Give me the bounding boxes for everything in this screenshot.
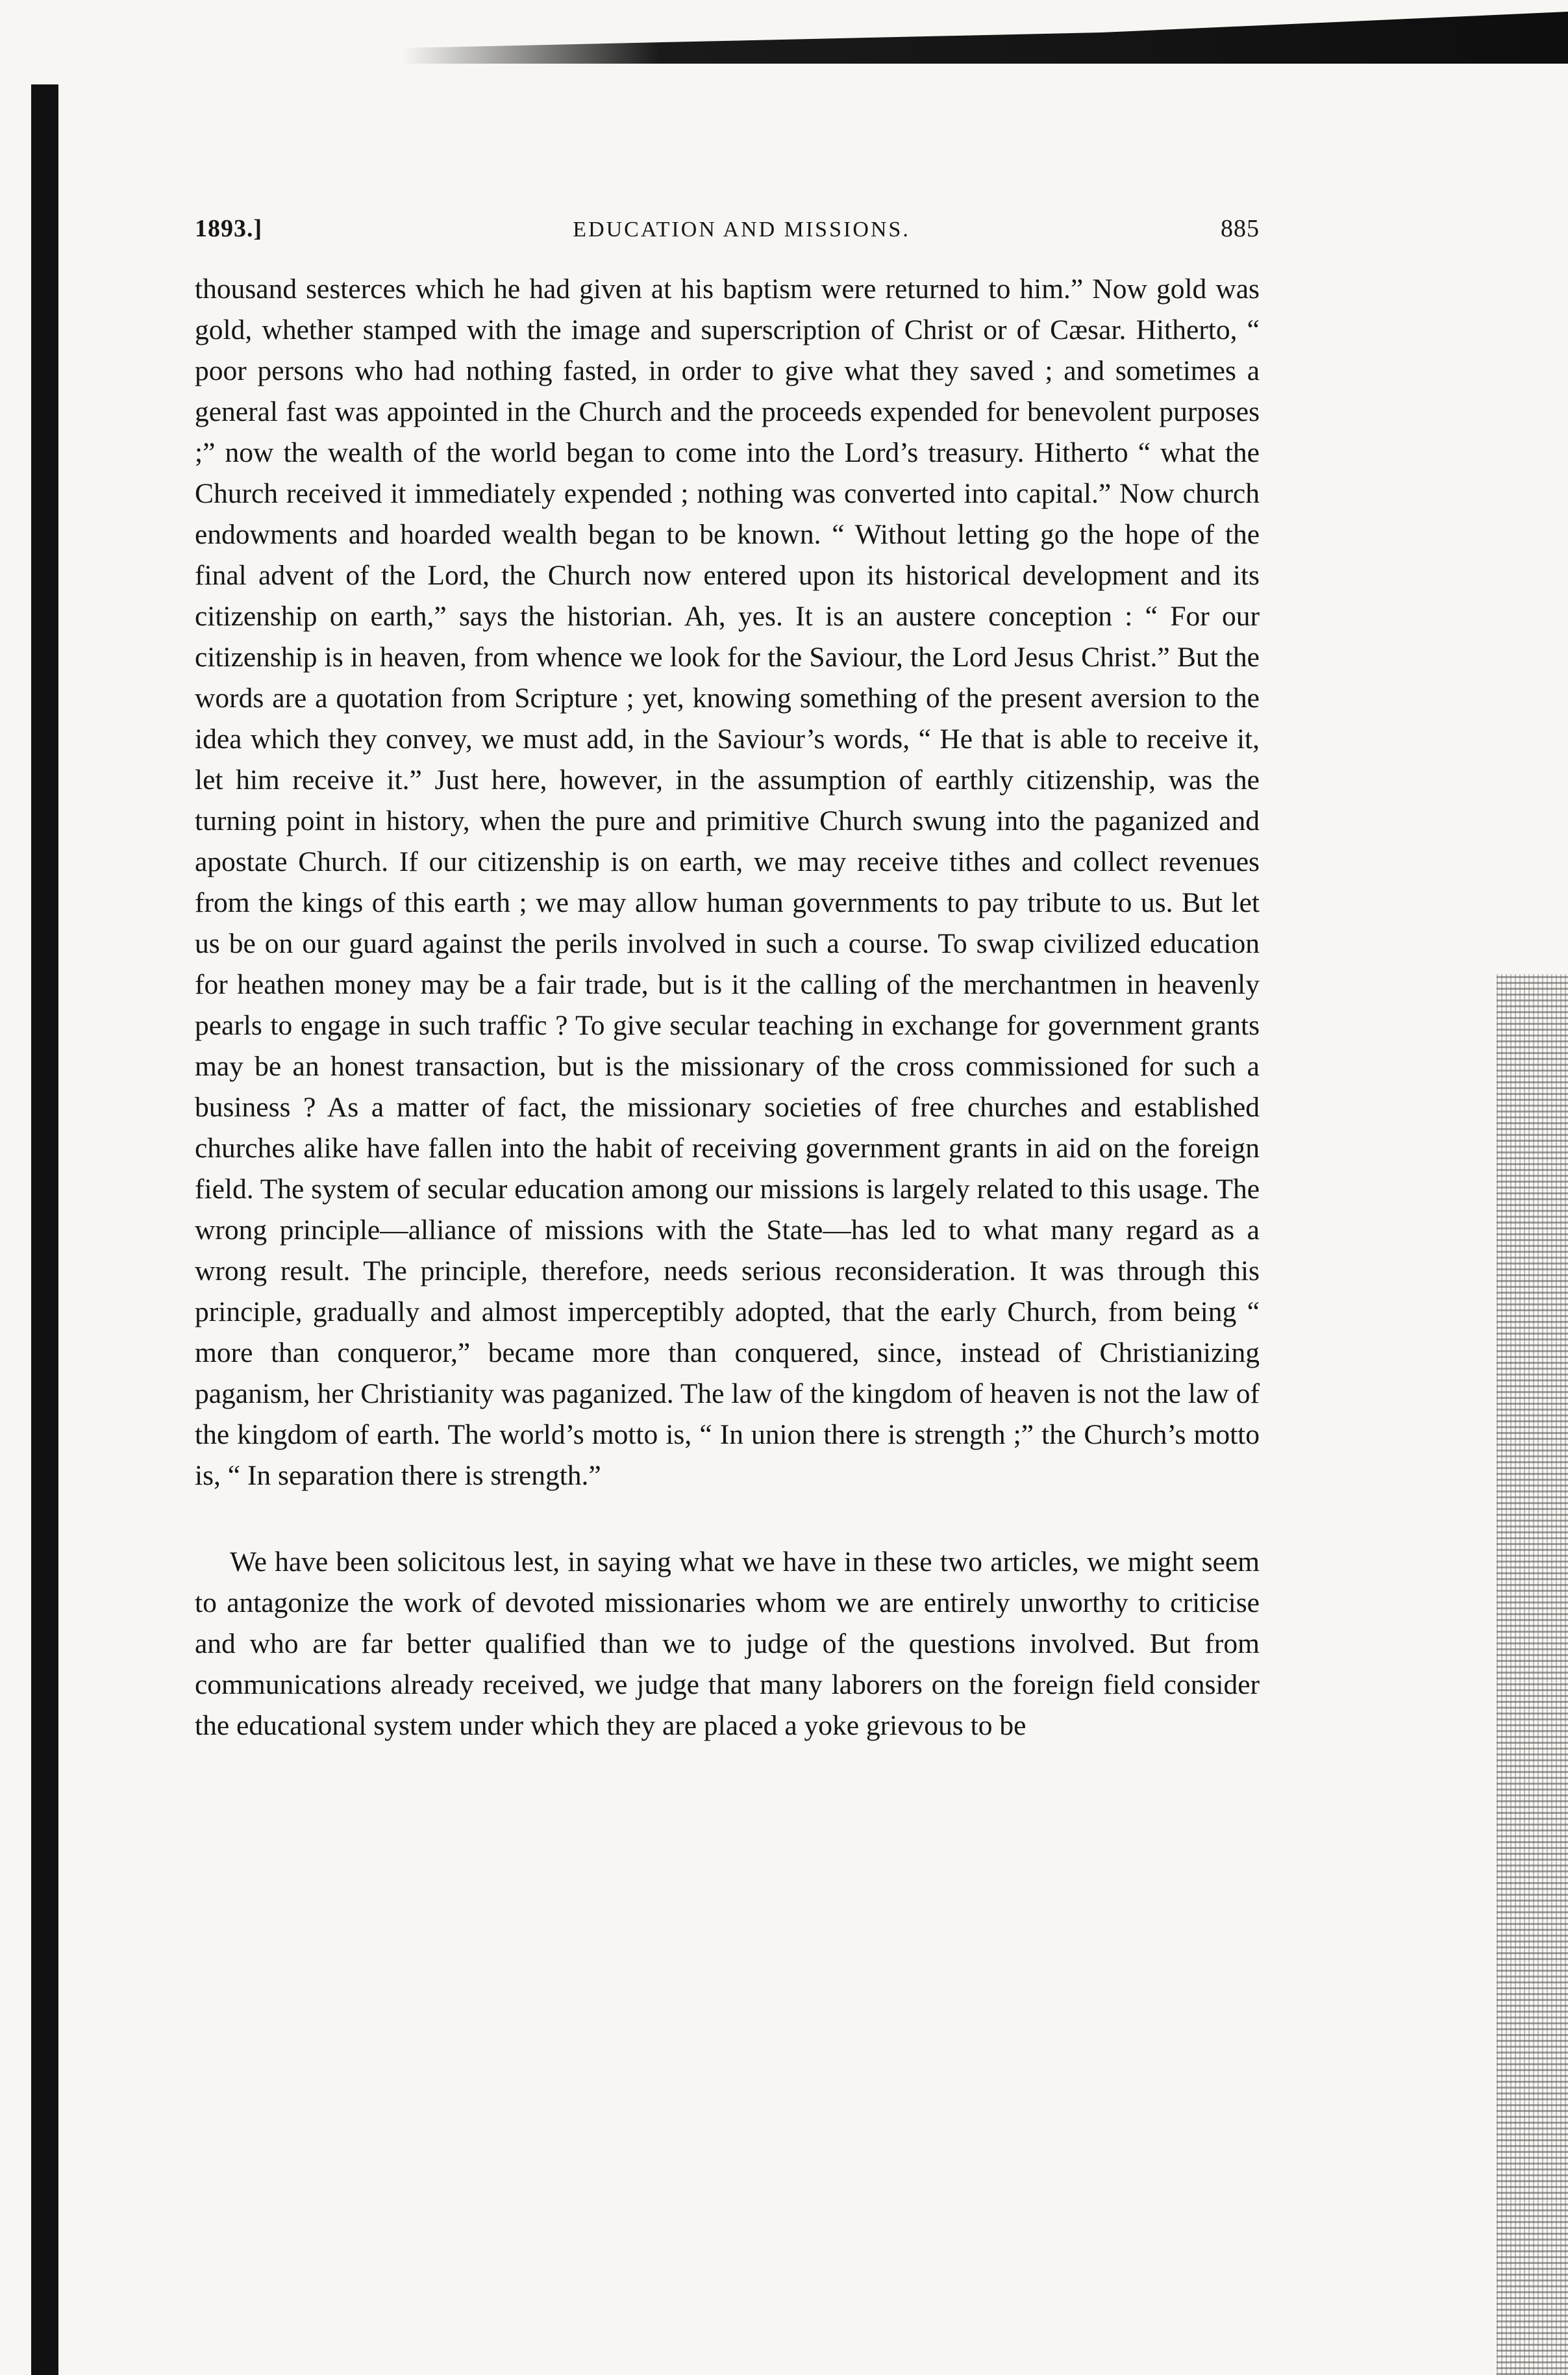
page-number: 885 (1220, 215, 1260, 242)
scan-edge-top (403, 12, 1568, 64)
paragraph-1: thousand sesterces which he had given at his baptism were returned to him.” Now gold was gold, whether stamped with the image and superscription of Christ or of Cæsar. Hitherto, “ poor persons who had nothing fasted, in order to give what they saved ; and sometimes a general fast was appointed in the Church and the proceeds expended for benevolent purposes ;” now the wealth of the world began to come into the Lord’s treasury. Hitherto “ what the Church received it immediately expended ; nothing was converted into capital.” Now church endowments and hoarded wealth began to be known. “ Without letting go the hope of the final advent of the Lord, the Church now entered upon its historical development and its citizenship on earth,” says the historian. Ah, yes. It is an austere conception : “ For our citizenship is in heaven, from whence we look for the Saviour, the Lord Jesus Christ.” But the words are a quotation from Scripture ; yet, knowing something of the present aversion to the idea which they convey, we must add, in the Saviour’s words, “ He that is able to receive it, let him receive it.” Just here, however, in the assumption of earthly citizenship, was the turning point in history, when the pure and primitive Church swung into the paganized and apostate Church. If our citizenship is on earth, we may receive tithes and collect revenues from the kings of this earth ; we may allow human governments to pay tribute to us. But let us be on our guard against the perils involved in such a course. To swap civilized education for heathen money may be a fair trade, but is it the calling of the merchantmen in heavenly pearls to engage in such traffic ? To give secular teaching in exchange for government grants may be an honest transaction, but is the missionary of the cross commissioned for such a business ? As a matter of fact, the missionary societies of free churches and established churches alike have fallen into the habit of receiving government grants in aid on the foreign field. The system of secular education among our missions is largely related to this usage. The wrong principle—alliance of missions with the State—has led to what many regard as a wrong result. The principle, therefore, needs serious reconsideration. It was through this principle, gradually and almost imperceptibly adopted, that the early Church, from being “ more than conqueror,” became more than conquered, since, instead of Christianizing paganism, her Christianity was paganized. The law of the kingdom of heaven is not the law of the kingdom of earth. The world’s motto is, “ In union there is strength ;” the Church’s motto is, “ In separation there is strength.” (195, 273, 1260, 1491)
paragraph-2: We have been solicitous lest, in saying what we have in these two articles, we might seem to antagonize the work of devoted missionaries whom we are entirely unworthy to criticise and who are far better qualified than we to judge of the questions involved. But from communications already received, we judge that many laborers on the foreign field consider the educational system under which they are placed a yoke grievous to be (195, 1546, 1260, 1741)
running-head-title: EDUCATION AND MISSIONS. (573, 218, 910, 242)
page-body (195, 214, 1260, 1746)
running-head (195, 214, 1260, 243)
scan-edge-left (31, 84, 58, 2375)
scan-edge-right (1497, 974, 1568, 2375)
running-head-year: 1893.] (195, 215, 263, 242)
